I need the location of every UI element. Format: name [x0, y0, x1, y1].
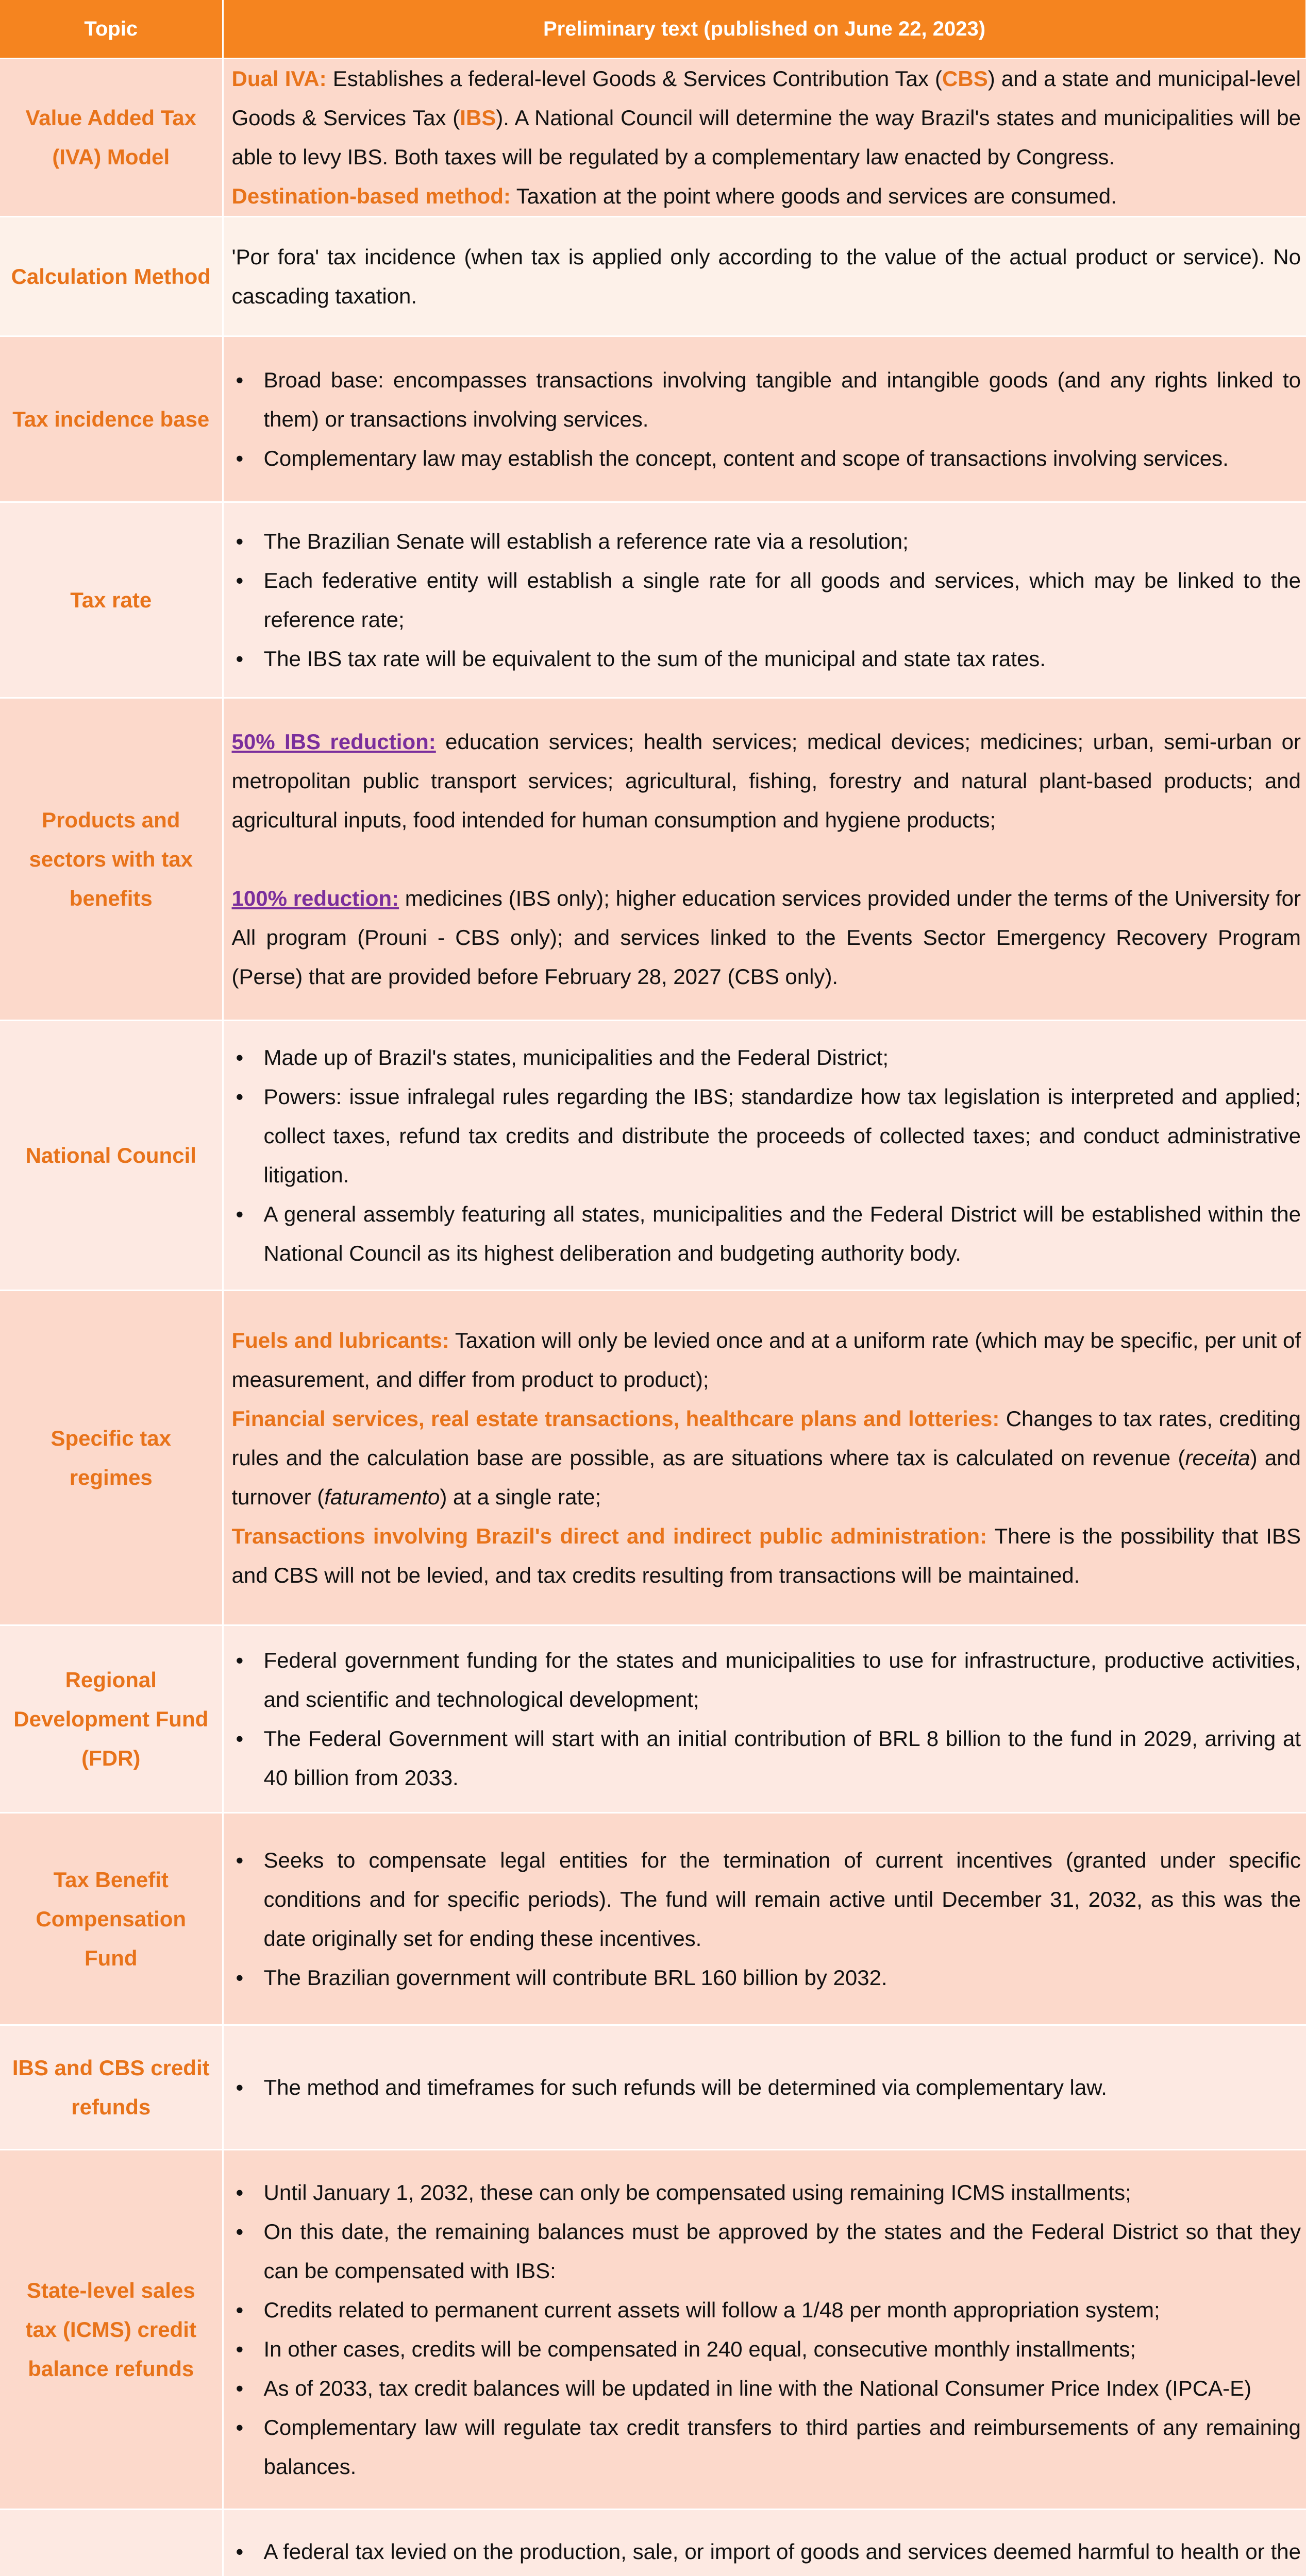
row-credit-refunds [0, 2025, 1306, 2150]
content-cell [223, 1021, 1306, 1291]
topic-cell: State-level sales tax (ICMS) credit balance refunds [0, 2150, 223, 2510]
row-tax-incidence-base [0, 336, 1306, 502]
list-item: • As of 2033, tax credit balances will be updated in line with the National Consumer Price Index (IPCA-E) [232, 2369, 1301, 2408]
row-regional-development-fund [0, 1625, 1306, 1813]
italic-term: receita [1185, 1445, 1250, 1470]
bullet-list [232, 2173, 1301, 2486]
list-item: • Each federative entity will establish a single rate for all goods and services, which may be linked to the reference rate; [232, 561, 1301, 639]
row-tax-benefits [0, 698, 1306, 1021]
topic-cell: Specific tax regimes [0, 1291, 223, 1625]
text: education services; health services; medical devices; medicines; urban, semi-urban or metropolitan public transport services; agricultural, fishing, forestry and natural plant-based products; and agricultural inputs, food intended for human consumption and hygiene products; [231, 729, 1301, 832]
text: Establishes a federal-level Goods & Services Contribution Tax ( [326, 66, 943, 91]
paragraph [232, 722, 1301, 840]
list-item: • The method and timeframes for such refunds will be determined via complementary law. [232, 2068, 1301, 2107]
row-national-council [0, 1021, 1306, 1291]
text: Changes to tax rates, crediting rules and the calculation base are possible, as are situations where tax is calculated on revenue ( [231, 1406, 1301, 1470]
highlight-label: CBS [942, 66, 988, 91]
row-selective-taxation [0, 2510, 1306, 2576]
bullet-list [232, 1841, 1301, 1997]
row-compensation-fund [0, 1813, 1306, 2025]
text: Taxation at the point where goods and services are consumed. [510, 184, 1117, 208]
highlight-label: Transactions involving Brazil's direct and indirect public administration: [231, 1523, 987, 1548]
paragraph [232, 1399, 1301, 1517]
list-item: • Seeks to compensate legal entities for the termination of current incentives (granted under specific conditions and for specific periods). The fund will remain active until December 31, 2032, as this was the date originally set for ending these incentives. [232, 1841, 1301, 1958]
highlight-label: Fuels and lubricants: [231, 1328, 449, 1352]
list-item: • Credits related to permanent current assets will follow a 1/48 per month appropriation system; [232, 2291, 1301, 2330]
list-item: • Broad base: encompasses transactions involving tangible and intangible goods (and any rights linked to them) or transactions involving services. [232, 361, 1301, 439]
header-row [0, 0, 1306, 59]
row-calculation-method [0, 217, 1306, 336]
text: ) at a single rate; [440, 1484, 601, 1509]
highlight-label: Destination-based method: [231, 184, 511, 208]
row-tax-rate [0, 502, 1306, 698]
paragraph [232, 59, 1301, 177]
bullet-list [232, 361, 1301, 478]
highlight-label: IBS [460, 106, 496, 130]
list-item: • The IBS tax rate will be equivalent to the sum of the municipal and state tax rates. [232, 639, 1301, 679]
text: Taxation will only be levied once and at a uniform rate (which may be specific, per unit of measurement, and differ from product to product); [231, 1328, 1301, 1392]
list-item: • Until January 1, 2032, these can only be compensated using remaining ICMS installments; [232, 2173, 1301, 2212]
text: ) and a state and municipal-level Goods & Services Tax ( [231, 66, 1301, 130]
content-cell [223, 1625, 1306, 1813]
list-item: • A general assembly featuring all states, municipalities and the Federal District will be established within the National Council as its highest deliberation and budgeting authority body. [232, 1195, 1301, 1273]
row-icms-refunds [0, 2150, 1306, 2510]
bullet-list [232, 2068, 1301, 2107]
list-item: • Complementary law will regulate tax credit transfers to third parties and reimbursements of any remaining balances. [232, 2408, 1301, 2486]
content-cell [223, 2150, 1306, 2510]
list-item: • The Federal Government will start with an initial contribution of BRL 8 billion to the fund in 2029, arriving at 40 billion from 2033. [232, 1719, 1301, 1798]
text: ). A National Council will determine the way Brazil's states and municipalities will be able to levy IBS. Both taxes will be regulated by a complementary law enacted by Congress. [231, 106, 1301, 169]
list-item: • A federal tax levied on the production, sale, or import of goods and services deemed harmful to health or the [232, 2532, 1301, 2576]
bullet-list [232, 1641, 1301, 1798]
content-cell [223, 2025, 1306, 2150]
topic-cell: IBS and CBS credit refunds [0, 2025, 223, 2150]
content-cell [223, 2510, 1306, 2576]
text: ) and turnover ( [231, 1445, 1301, 1509]
topic-cell: National Council [0, 1021, 223, 1291]
topic-cell: Tax Benefit Compensation Fund [0, 1813, 223, 2025]
highlight-label: Financial services, real estate transactions, healthcare plans and lotteries: [231, 1406, 1000, 1431]
topic-cell: Value Added Tax (IVA) Model [0, 59, 223, 217]
row-iva-model [0, 59, 1306, 217]
content-cell: 'Por fora' tax incidence (when tax is applied only according to the value of the actual product or service). No cascading taxation. [223, 217, 1306, 336]
list-item: • The Brazilian government will contribute BRL 160 billion by 2032. [232, 1958, 1301, 1997]
topic-cell: Products and sectors with tax benefits [0, 698, 223, 1021]
paragraph [232, 1321, 1301, 1399]
list-item: • In other cases, credits will be compensated in 240 equal, consecutive monthly installments; [232, 2330, 1301, 2369]
content-cell [223, 1813, 1306, 2025]
content-cell [223, 1291, 1306, 1625]
list-item: • Complementary law may establish the concept, content and scope of transactions involving services. [232, 439, 1301, 478]
topic-cell: Tax incidence base [0, 336, 223, 502]
content-cell [223, 336, 1306, 502]
topic-cell: Calculation Method [0, 217, 223, 336]
content-cell [223, 502, 1306, 698]
content-cell [223, 698, 1306, 1021]
list-item: • Made up of Brazil's states, municipalities and the Federal District; [232, 1038, 1301, 1077]
list-item: • The Brazilian Senate will establish a reference rate via a resolution; [232, 522, 1301, 561]
bullet-list [232, 1038, 1301, 1273]
text: There is the possibility that IBS and CBS will not be levied, and tax credits resulting from transactions will be maintained. [231, 1523, 1301, 1587]
list-item: • On this date, the remaining balances must be approved by the states and the Federal District so that they can be compensated with IBS: [232, 2212, 1301, 2291]
row-specific-regimes [0, 1291, 1306, 1625]
bullet-list [232, 2532, 1301, 2576]
highlight-label: Dual IVA: [231, 66, 327, 91]
paragraph [232, 177, 1301, 216]
italic-term: faturamento [324, 1484, 440, 1509]
topic-cell: Tax rate [0, 502, 223, 698]
paragraph [232, 1517, 1301, 1595]
text: medicines (IBS only); higher education services provided under the terms of the University for All program (Prouni - CBS only); and services linked to the Events Sector Emergency Recovery Program (Perse) that are provided before February 28, 2027 (CBS only). [231, 886, 1301, 989]
topic-cell: Regional Development Fund (FDR) [0, 1625, 223, 1813]
header-text: Preliminary text (published on June 22, 2023) [223, 0, 1306, 59]
list-item: • Federal government funding for the states and municipalities to use for infrastructure, productive activities, and scientific and technological development; [232, 1641, 1301, 1719]
topic-cell [0, 2510, 223, 2576]
header-topic: Topic [0, 0, 223, 59]
paragraph [232, 879, 1301, 996]
reduction-label: 100% reduction: [231, 886, 399, 910]
list-item: • Powers: issue infralegal rules regarding the IBS; standardize how tax legislation is interpreted and applied; collect taxes, refund tax credits and distribute the proceeds of collected taxes; and conduct administrative litigation. [232, 1077, 1301, 1195]
bullet-list [232, 522, 1301, 679]
reduction-label: 50% IBS reduction: [231, 729, 436, 754]
content-cell [223, 59, 1306, 217]
